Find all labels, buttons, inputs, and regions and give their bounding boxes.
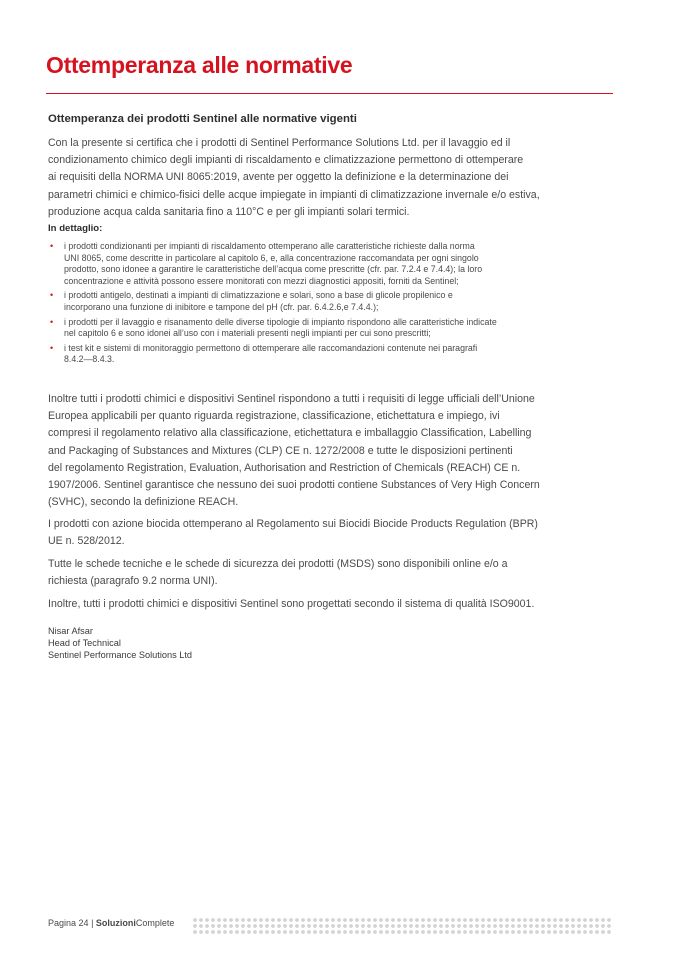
- intro-line: parametri chimici e chimico-fisici delle acque impiegate in impianti di climatizzazione invernale e/o estiva,: [48, 188, 540, 201]
- page-title: Ottemperanza alle normative: [46, 52, 353, 78]
- list-item-line: incorporano una funzione di inibitore e tampone del pH (cfr. par. 6.4.2.6,e 7.4.4.);: [64, 301, 379, 312]
- dotted-pattern-decoration: [192, 917, 612, 935]
- page-number: Pagina 24: [48, 918, 89, 928]
- intro-line: produzione acqua calda sanitaria fino a 110°C e per gli impianti solari termici.: [48, 205, 410, 218]
- intro-line: condizionamento chimico degli impianti di riscaldamento e climatizzazione permettono di ottemperare: [48, 154, 524, 167]
- footer-brand-bold: Soluzioni: [95, 918, 136, 928]
- footer-brand-regular: Complete: [135, 918, 175, 928]
- list-item-line: UNI 8065, come descritte in particolare al capitolo 6, e, alla concentrazione raccomandata per ogni singolo: [64, 252, 479, 263]
- compliance-line: Europea applicabili per quanto riguarda registrazione, classificazione, etichettatura e impiego, ivi: [48, 410, 500, 423]
- section-subtitle: Ottemperanza dei prodotti Sentinel alle normative vigenti: [48, 113, 357, 125]
- signatory-name: Nisar Afsar: [48, 626, 93, 636]
- bullet-icon: •: [50, 316, 54, 327]
- title-divider: [46, 93, 613, 94]
- msds-line: Tutte le schede tecniche e le schede di sicurezza dei prodotti (MSDS) sono disponibili online e/o a: [48, 558, 508, 570]
- list-item-line: i prodotti antigelo, destinati a impianti di climatizzazione e solari, sono a base di glicole propilenico e: [64, 290, 453, 301]
- compliance-line: Inoltre tutti i prodotti chimici e dispositivi Sentinel rispondono a tutti i requisiti di legge ufficiali dell’Unione: [48, 393, 535, 405]
- list-item-line: i prodotti condizionanti per impianti di riscaldamento ottemperano alle caratteristiche richieste dalla norma: [64, 241, 475, 251]
- list-item-line: concentrazione e attività possono essere monitorati con mezzi diagnostici appositi, forniti da Sentinel;: [64, 275, 459, 286]
- quality-line: Inoltre, tutti i prodotti chimici e dispositivi Sentinel sono progettati secondo il sistema di qualità ISO9001.: [48, 598, 535, 610]
- signatory-company: Sentinel Performance Solutions Ltd: [48, 650, 193, 660]
- signature-block: [48, 625, 192, 661]
- bullet-icon: •: [50, 290, 54, 301]
- list-item-line: i test kit e sistemi di monitoraggio permettono di ottemperare alle raccomandazioni contenute nei paragrafi: [64, 342, 478, 353]
- list-item: [48, 343, 588, 366]
- msds-line: richiesta (paragrafo 9.2 norma UNI).: [48, 575, 218, 588]
- list-item: [48, 290, 588, 313]
- list-item-line: prodotto, sono idonee a garantire le caratteristiche dell’acqua come prescritte (cfr. par. 7.2.4 e 7.4.4); la loro: [64, 264, 483, 275]
- biocide-line: UE n. 528/2012.: [48, 535, 125, 548]
- msds-paragraph: [48, 556, 588, 590]
- biocide-line: I prodotti con azione biocida ottemperano al Regolamento sui Biocidi Biocide Products Regulation (BPR): [48, 518, 538, 530]
- list-item: [48, 317, 588, 340]
- list-item-line: i prodotti per il lavaggio e risanamento delle diverse tipologie di impianto rispondono alle caratteristiche indicate: [64, 316, 497, 327]
- list-item-line: nel capitolo 6 e sono idonei all’uso con i materiali presenti negli impianti per cui sono prescritti;: [64, 328, 431, 339]
- detail-heading: In dettaglio:: [48, 223, 103, 234]
- compliance-line: 1907/2006. Sentinel garantisce che nessuno dei suoi prodotti contiene Substances of Very High Concern: [48, 479, 540, 492]
- footer-separator: |: [91, 918, 94, 928]
- bullet-icon: •: [50, 241, 54, 251]
- signatory-role: Head of Technical: [48, 638, 121, 648]
- compliance-line: del regolamento Registration, Evaluation, Authorisation and Restriction of Chemicals (REACH) CE n.: [48, 461, 521, 474]
- bullet-icon: •: [50, 342, 54, 353]
- compliance-line: (SVHC), secondo la definizione REACH.: [48, 496, 239, 509]
- intro-line: ai requisiti della NORMA UNI 8065:2019, avente per oggetto la definizione e la determinazione dei: [48, 171, 509, 184]
- page-footer: [48, 918, 174, 928]
- biocide-paragraph: [48, 516, 588, 550]
- compliance-line: compresi il regolamento relativo alla classificazione, etichettatura e imballaggio Classification, Labelling: [48, 427, 532, 440]
- quality-paragraph: [48, 596, 588, 613]
- compliance-line: and Packaging of Substances and Mixtures (CLP) CE n. 1272/2008 e tutte le disposizioni pertinenti: [48, 444, 513, 457]
- intro-paragraph: [48, 135, 588, 221]
- list-item-line: 8.4.2—8.4.3.: [64, 354, 115, 365]
- intro-line: Con la presente si certifica che i prodotti di Sentinel Performance Solutions Ltd. per il lavaggio ed il: [48, 137, 511, 149]
- list-item: [48, 241, 588, 287]
- detail-list: [48, 241, 588, 369]
- compliance-paragraph: [48, 391, 588, 511]
